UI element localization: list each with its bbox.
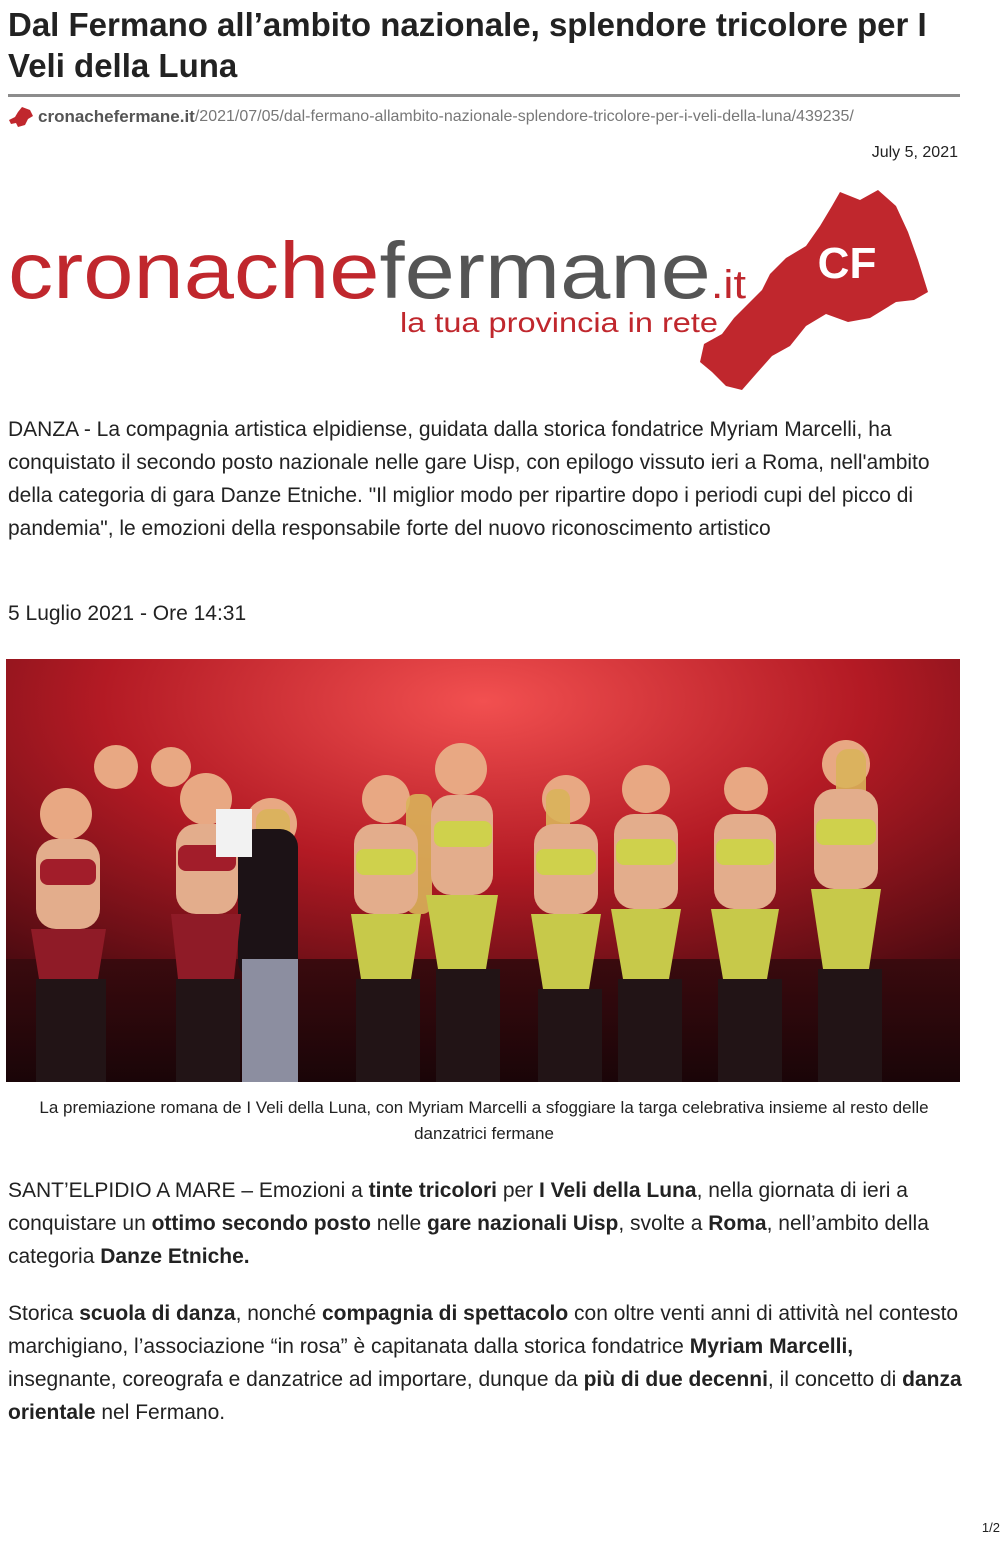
title-divider bbox=[8, 94, 960, 97]
article-dateline: 5 Luglio 2021 - Ore 14:31 bbox=[8, 602, 247, 625]
body-text: nelle bbox=[370, 1212, 427, 1235]
source-url[interactable] bbox=[8, 104, 968, 130]
svg-text:cronachefermane.it bbox=[8, 226, 746, 315]
logo-tagline: la tua provincia in rete bbox=[400, 307, 718, 338]
emphasis-text: tinte tricolori bbox=[368, 1179, 497, 1202]
emphasis-text: scuola di danza bbox=[79, 1302, 236, 1325]
body-text: SANT’ELPIDIO A MARE – Emozioni a bbox=[8, 1179, 369, 1202]
logo-word-fermane: fermane bbox=[379, 226, 674, 315]
emphasis-text: danza orientale bbox=[8, 1368, 962, 1424]
body-text: , il concetto di bbox=[767, 1368, 903, 1391]
body-paragraph-2 bbox=[8, 1297, 963, 1429]
body-text: Storica bbox=[8, 1302, 80, 1325]
emphasis-text: più di due decenni bbox=[583, 1368, 768, 1391]
article-title: Dal Fermano all’ambito nazionale, splendore tricolore per I Veli della Luna bbox=[8, 6, 927, 84]
emphasis-text: Danze Etniche. bbox=[100, 1245, 250, 1268]
logo-word-cronache: cronache bbox=[8, 226, 338, 315]
award-plaque bbox=[216, 809, 252, 857]
emphasis-text: ottimo secondo posto bbox=[151, 1212, 371, 1235]
body-text: , nell’ambito della categoria bbox=[8, 1212, 929, 1268]
source-domain[interactable]: cronachefermane.it bbox=[38, 107, 195, 126]
emphasis-text: Roma bbox=[708, 1212, 767, 1235]
page-number: 1/2 bbox=[981, 1520, 1000, 1535]
emphasis-text: gare nazionali Uisp bbox=[426, 1212, 619, 1235]
body-text: , nonché bbox=[235, 1302, 322, 1325]
photo-caption: La premiazione romana de I Veli della Luna, con Myriam Marcelli a sfoggiare la targa celebrativa insieme al resto delle danzatrici fermane bbox=[39, 1098, 929, 1143]
body-text: insegnante, coreografa e danzatrice ad importare, dunque da bbox=[8, 1368, 584, 1391]
body-text: , svolte a bbox=[618, 1212, 709, 1235]
emphasis-text: I Veli della Luna bbox=[539, 1179, 697, 1202]
body-text: nel Fermano. bbox=[95, 1401, 226, 1424]
body-text: , nella giornata di ieri a conquistare un bbox=[8, 1179, 908, 1235]
cronachefermane-favicon-icon bbox=[8, 106, 34, 128]
body-paragraph-1 bbox=[8, 1174, 963, 1273]
article-lead: DANZA - La compagnia artistica elpidiense, guidata dalla storica fondatrice Myriam Marcelli, ha conquistato il secondo posto nazionale nelle gare Uisp, con epilogo vissuto ieri a Roma, nell'ambito della categoria di gara Danze Etniche. "Il miglior modo per ripartire dopo i periodi cupi del picco di pandemia", le emozioni della responsabile forte del nuovo riconoscimento artistico bbox=[8, 418, 930, 540]
source-path[interactable]: /2021/07/05/dal-fermano-allambito-nazionale-splendore-tricolore-per-i-veli-della-luna/439235/ bbox=[194, 108, 854, 125]
body-text: per bbox=[496, 1179, 540, 1202]
emphasis-text: compagnia di spettacolo bbox=[321, 1302, 569, 1325]
cronachefermane-logo bbox=[0, 186, 960, 396]
body-text: con oltre venti anni di attività nel contesto marchigiano, l’associazione “in rosa” è capitanata dalla storica fondatrice bbox=[8, 1302, 959, 1358]
award-photo bbox=[6, 659, 960, 1082]
emphasis-text: Myriam Marcelli, bbox=[689, 1335, 854, 1358]
print-date: July 5, 2021 bbox=[871, 144, 958, 161]
logo-suffix: .it bbox=[710, 263, 742, 307]
logo-badge: CF bbox=[817, 239, 877, 288]
